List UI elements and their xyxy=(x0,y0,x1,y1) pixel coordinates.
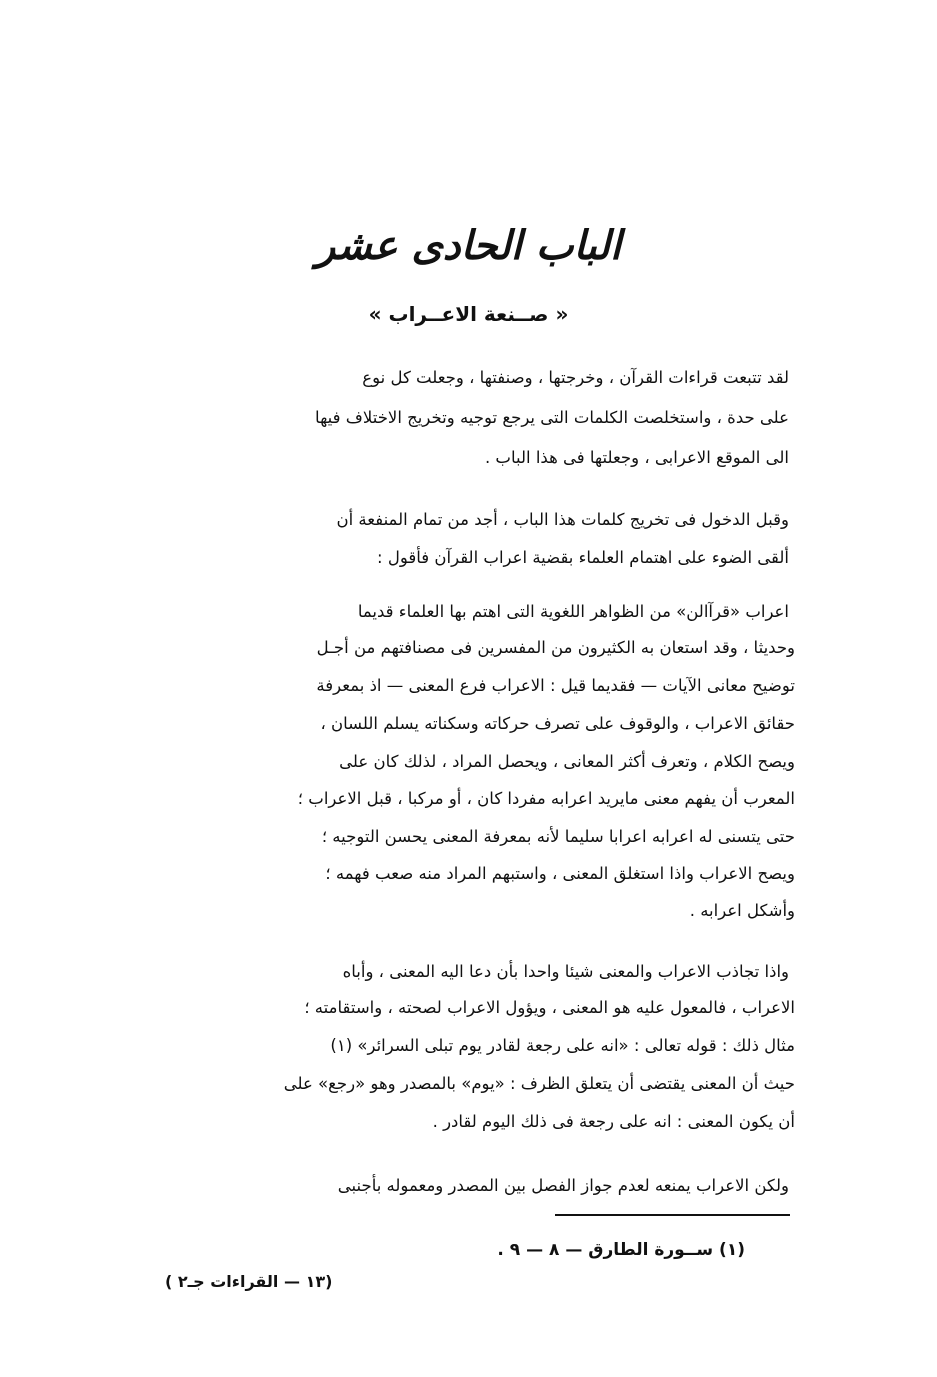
paragraph-1-line-2: على حدة ، واستخلصت الكلمات التى يرجع توجيه وتخريج الاختلاف فيها xyxy=(315,408,789,427)
paragraph-3-line-2: وحديثا ، وقد استعان به الكثيرون من المفسرين فى مصنافتهم من أجـل xyxy=(316,638,795,657)
footnote-rule xyxy=(555,1214,790,1216)
paragraph-1-line-3: الى الموقع الاعرابى ، وجعلتها فى هذا الباب . xyxy=(484,448,789,467)
paragraph-3-line-4: حقائق الاعراب ، والوقوف على تصرف حركاته وسكناته يسلم اللسان ، xyxy=(320,714,795,733)
section-title: « صــنعة الاعــراب » xyxy=(368,302,569,326)
paragraph-4-line-3: مثال ذلك : قوله تعالى : «انه على رجعة لقادر يوم تبلى السرائر» (١) xyxy=(330,1036,795,1055)
paragraph-4-line-4: حيث أن المعنى يقتضى أن يتعلق الظرف : «يوم» بالمصدر وهو «رجع» على xyxy=(283,1074,795,1093)
paragraph-4-line-2: الاعراب ، فالمعول عليه هو المعنى ، ويؤول الاعراب لصحته ، واستقامته ؛ xyxy=(304,998,795,1017)
paragraph-4-line-5: أن يكون المعنى : انه على رجعة فى ذلك اليوم لقادر . xyxy=(432,1112,795,1131)
paragraph-3-line-8: ويصح الاعراب واذا استغلق المعنى ، واستبهم المراد منه صعب فهمه ؛ xyxy=(325,864,795,883)
paragraph-4-line-1: واذا تجاذب الاعراب والمعنى شيئا واحدا بأن دعا اليه المعنى ، وأباه xyxy=(342,962,789,981)
paragraph-3-line-9: وأشكل اعرابه . xyxy=(689,901,795,920)
paragraph-2-line-2: ألقى الضوء على اهتمام العلماء بقضية اعراب القرآن فأقول : xyxy=(377,548,789,567)
paragraph-3-line-5: ويصح الكلام ، وتعرف أكثر المعانى ، ويحصل المراد ، لذلك كان على xyxy=(339,752,795,771)
paragraph-3-line-6: المعرب أن يفهم معنى مايريد اعرابه مفردا كان ، أو مركبا ، قبل الاعراب ؛ xyxy=(297,789,795,808)
paragraph-3-line-1: اعراب «قرآالن» من الظواهر اللغوية التى اهتم بها العلماء قديما xyxy=(357,602,789,621)
paragraph-5-line-1: ولكن الاعراب يمنعه لعدم جواز الفصل بين المصدر ومعموله بأجنبى xyxy=(337,1176,789,1195)
page-signature: (١٣ — القراءات جـ٢ ) xyxy=(165,1272,333,1291)
footnote: (١) ســورة الطارق — ٨ — ٩ . xyxy=(497,1240,745,1260)
paragraph-3-line-7: حتى يتسنى له اعرابه اعرابا سليما لأنه بمعرفة المعنى يحسن التوجيه ؛ xyxy=(321,827,795,846)
paragraph-3-line-3: توضيح معانى الآيات — فقديما قيل : الاعراب فرع المعنى — اذ بمعرفة xyxy=(316,676,795,695)
paragraph-1-line-1: لقد تتبعت قراءات القرآن ، وخرجتها ، وصنفتها ، وجعلت كل نوع xyxy=(362,368,789,387)
chapter-title: الباب الحادى عشر xyxy=(315,222,622,269)
paragraph-2-line-1: وقبل الدخول فى تخريج كلمات هذا الباب ، أجد من تمام المنفعة أن xyxy=(336,510,789,529)
